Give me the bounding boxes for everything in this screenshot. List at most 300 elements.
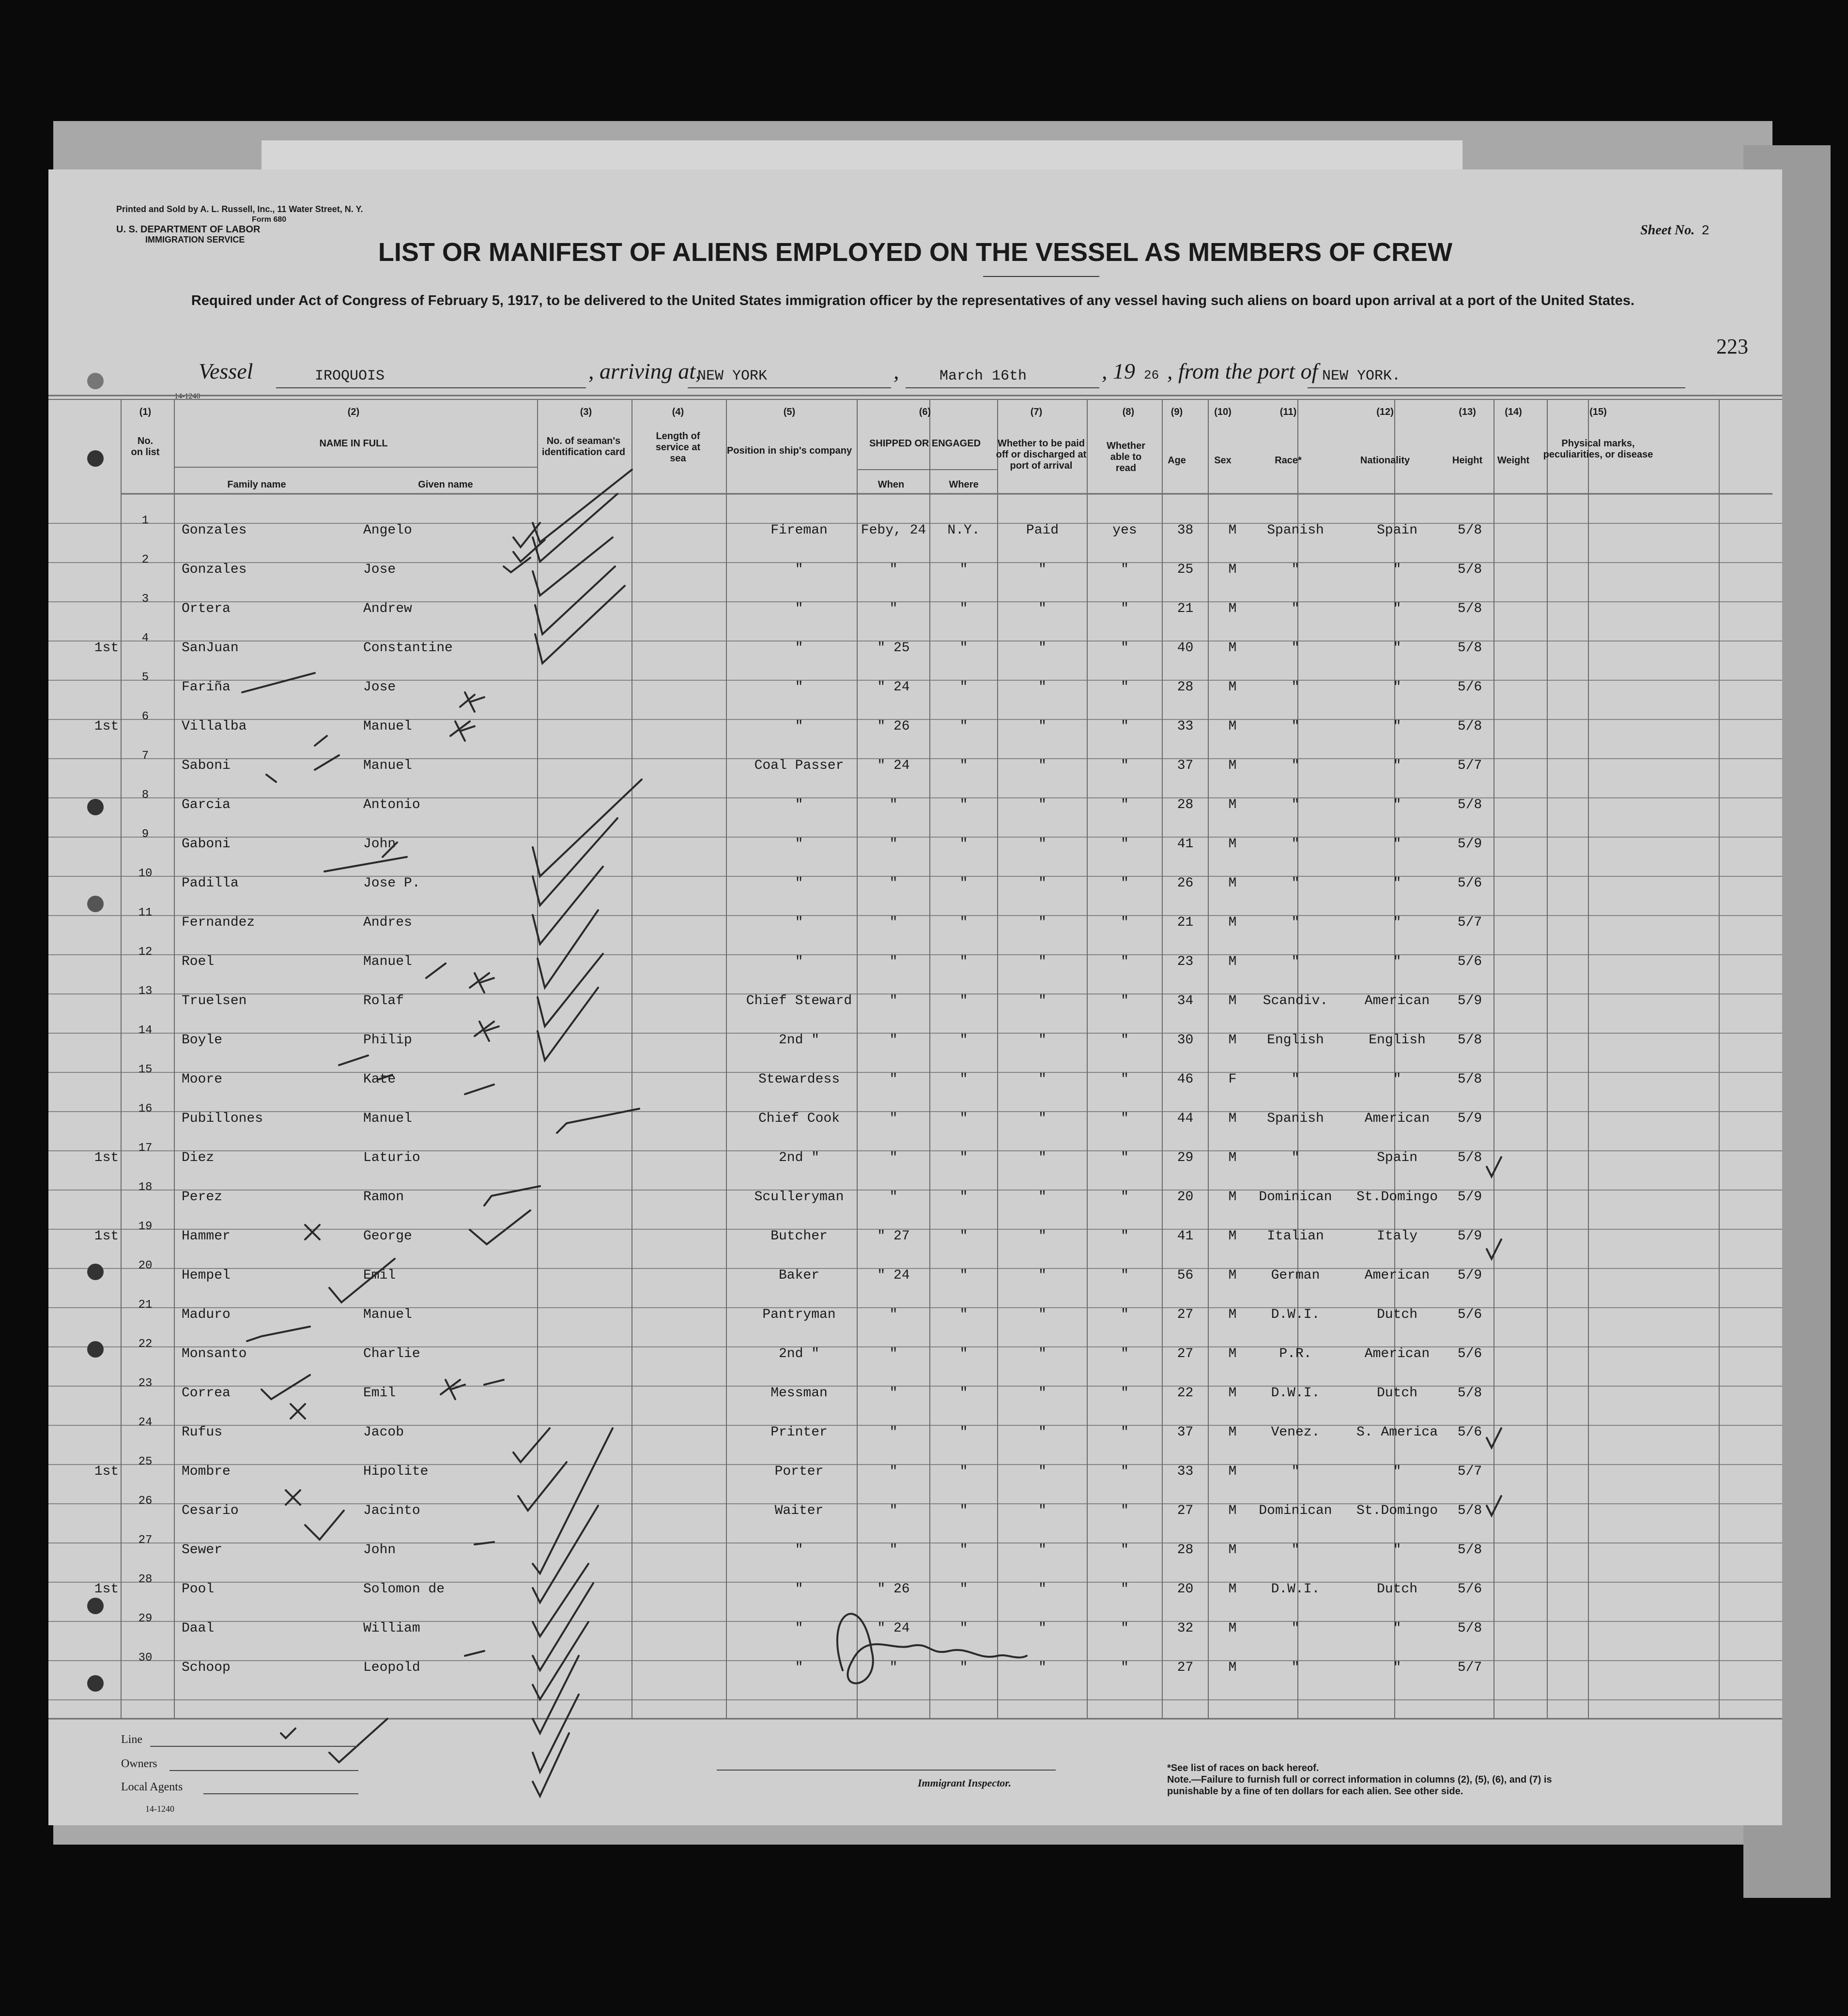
column-10-header: Sex <box>1214 455 1232 466</box>
cell-age: 33 <box>1177 719 1194 734</box>
cell-where: " <box>959 641 968 656</box>
cell-family: Villalba <box>182 719 247 734</box>
cell-no: 9 <box>141 828 149 841</box>
cell-where: " <box>959 1386 968 1401</box>
cell-sex: M <box>1228 680 1237 695</box>
cell-given: Manuel <box>363 719 412 734</box>
column-11-number: (11) <box>1279 407 1297 417</box>
cell-race: D.W.I. <box>1271 1386 1320 1401</box>
cell-age: 40 <box>1177 641 1194 656</box>
cell-family: Saboni <box>182 758 231 773</box>
cell-age: 41 <box>1177 837 1194 852</box>
cell-race: " <box>1291 797 1300 812</box>
cell-height: 5/9 <box>1457 1229 1482 1244</box>
cell-no: 16 <box>138 1102 153 1115</box>
cell-read: " <box>1121 1464 1129 1479</box>
page-subtitle: Required under Act of Congress of February 5, 1917, to be delivered to the United States immigration officer by the representatives of any vessel having such aliens on board upon arrival at a port of the United States. <box>191 293 1635 308</box>
column-9-number: (9) <box>1170 407 1183 417</box>
cell-position: " <box>795 601 803 616</box>
cell-height: 5/6 <box>1457 1425 1482 1440</box>
column-7-header: Whether to be paid off or discharged at port of arrival <box>996 438 1087 471</box>
cell-paid: " <box>1038 837 1047 852</box>
cell-given: Jose P. <box>363 876 420 891</box>
column-6a-header: When <box>878 479 905 490</box>
cell-age: 37 <box>1177 1425 1194 1440</box>
cell-given: Manuel <box>363 758 412 773</box>
cell-paid: " <box>1038 993 1047 1008</box>
cell-height: 5/7 <box>1457 1464 1482 1479</box>
cell-age: 41 <box>1177 1229 1194 1244</box>
cell-position: " <box>795 1543 803 1558</box>
cell-paid: " <box>1038 1268 1047 1283</box>
cell-paid: " <box>1038 1033 1047 1048</box>
cell-when: " <box>889 1503 898 1518</box>
cell-race: " <box>1291 837 1300 852</box>
cell-when: " <box>889 1386 898 1401</box>
cell-height: 5/8 <box>1457 523 1482 538</box>
cell-family: Schoop <box>182 1660 231 1675</box>
cell-when: " <box>889 954 898 969</box>
column-2b-header: Given name <box>418 479 473 490</box>
cell-given: William <box>363 1621 420 1636</box>
cell-no: 1 <box>141 514 149 527</box>
cell-no: 19 <box>138 1220 153 1233</box>
cell-where: " <box>959 1543 968 1558</box>
cell-nationality: Dutch <box>1376 1307 1417 1322</box>
cell-family: Diez <box>182 1150 215 1165</box>
cell-race: " <box>1291 1150 1300 1165</box>
cell-read: " <box>1121 1386 1129 1401</box>
cell-race: Dominican <box>1259 1190 1332 1205</box>
cell-when: " <box>889 876 898 891</box>
cell-paid: " <box>1038 1229 1047 1244</box>
cell-family: Pubillones <box>182 1111 263 1126</box>
cell-when: " <box>889 1033 898 1048</box>
cell-sex: M <box>1228 876 1237 891</box>
cell-where: " <box>959 1111 968 1126</box>
cell-height: 5/9 <box>1457 837 1482 852</box>
cell-sex: M <box>1228 1111 1237 1126</box>
cell-nationality: " <box>1393 837 1401 852</box>
cell-age: 46 <box>1177 1072 1194 1087</box>
cell-nationality: Italy <box>1376 1229 1417 1244</box>
column-2-number: (2) <box>347 407 360 417</box>
cell-where: " <box>959 993 968 1008</box>
cell-no: 11 <box>138 906 153 919</box>
cell-given: Constantine <box>363 641 453 656</box>
cell-paid: " <box>1038 1621 1047 1636</box>
cell-where: " <box>959 1660 968 1675</box>
cell-where: " <box>959 562 968 577</box>
cell-when: " <box>889 1150 898 1165</box>
cell-read: " <box>1121 1268 1129 1283</box>
cell-race: " <box>1291 1464 1300 1479</box>
cell-race: D.W.I. <box>1271 1307 1320 1322</box>
cell-race: " <box>1291 1072 1300 1087</box>
cell-family: Cesario <box>182 1503 239 1518</box>
cell-nationality: " <box>1393 641 1401 656</box>
local-agents-underline <box>203 1793 358 1794</box>
cell-race: D.W.I. <box>1271 1582 1320 1597</box>
binder-hole <box>87 799 104 815</box>
sheet-number-value: 2 <box>1701 224 1709 239</box>
cell-position: " <box>795 797 803 812</box>
cell-paid: " <box>1038 1307 1047 1322</box>
cell-read: " <box>1121 1111 1129 1126</box>
cell-sex: M <box>1228 1268 1237 1283</box>
cell-race: Spanish <box>1267 523 1324 538</box>
cell-height: 5/8 <box>1457 1543 1482 1558</box>
cell-read: " <box>1121 1033 1129 1048</box>
cell-sex: M <box>1228 562 1237 577</box>
cell-position: Pantryman <box>762 1307 836 1322</box>
cell-race: " <box>1291 1621 1300 1636</box>
printer-line: Printed and Sold by A. L. Russell, Inc., 11 Water Street, N. Y. <box>116 204 363 214</box>
cell-position: " <box>795 954 803 969</box>
cell-read: " <box>1121 758 1129 773</box>
cell-age: 25 <box>1177 562 1194 577</box>
cell-nationality: " <box>1393 719 1401 734</box>
cell-sex: M <box>1228 1660 1237 1675</box>
cell-sex: M <box>1228 1543 1237 1558</box>
cell-paid: " <box>1038 758 1047 773</box>
cell-age: 37 <box>1177 758 1194 773</box>
cell-family: Fariña <box>182 680 231 695</box>
cell-height: 5/8 <box>1457 797 1482 812</box>
cell-no: 27 <box>138 1534 153 1547</box>
column-5-header: Position in ship's company <box>726 445 852 456</box>
binder-hole <box>87 1598 104 1614</box>
cell-no: 8 <box>141 789 149 802</box>
cell-height: 5/6 <box>1457 1346 1482 1361</box>
cell-position: Baker <box>778 1268 819 1283</box>
cell-read: " <box>1121 641 1129 656</box>
cell-family: Correa <box>182 1386 231 1401</box>
cell-when: " 24 <box>877 1621 910 1636</box>
column-3-number: (3) <box>580 407 592 417</box>
cell-when: " 24 <box>877 680 910 695</box>
cell-nationality: " <box>1393 915 1401 930</box>
cell-height: 5/6 <box>1457 1582 1482 1597</box>
cell-when: " <box>889 562 898 577</box>
cell-nationality: " <box>1393 797 1401 812</box>
cell-where: " <box>959 1346 968 1361</box>
cell-sex: M <box>1228 1229 1237 1244</box>
cell-read: " <box>1121 1072 1129 1087</box>
cell-height: 5/6 <box>1457 680 1482 695</box>
cell-where: " <box>959 1190 968 1205</box>
cell-when: Feby, 24 <box>861 523 926 538</box>
cell-height: 5/8 <box>1457 562 1482 577</box>
form-code-top: 14-1240 <box>174 392 200 400</box>
cell-family: Hammer <box>182 1229 231 1244</box>
cell-age: 21 <box>1177 601 1194 616</box>
cell-paid: " <box>1038 876 1047 891</box>
cell-given: Manuel <box>363 1111 412 1126</box>
manifest-sheet <box>48 169 1782 1825</box>
cell-given: Hipolite <box>363 1464 429 1479</box>
cell-where: " <box>959 1033 968 1048</box>
cell-no: 17 <box>138 1142 153 1155</box>
cell-position: Fireman <box>770 523 828 538</box>
cell-read: " <box>1121 837 1129 852</box>
handwritten-checkmarks <box>48 169 1782 1825</box>
cell-read: " <box>1121 1503 1129 1518</box>
cell-race: " <box>1291 601 1300 616</box>
cell-age: 20 <box>1177 1190 1194 1205</box>
cell-when: " 27 <box>877 1229 910 1244</box>
cell-race: English <box>1267 1033 1324 1048</box>
cell-sex: M <box>1228 837 1237 852</box>
cell-height: 5/7 <box>1457 758 1482 773</box>
cell-read: " <box>1121 1582 1129 1597</box>
cell-sex: M <box>1228 758 1237 773</box>
cell-family: Boyle <box>182 1033 223 1048</box>
cell-read: " <box>1121 1150 1129 1165</box>
cell-paid: " <box>1038 1190 1047 1205</box>
cell-given: Andres <box>363 915 412 930</box>
cell-where: " <box>959 1582 968 1597</box>
cell-height: 5/8 <box>1457 1072 1482 1087</box>
cell-family: Ortera <box>182 601 231 616</box>
cell-family: Padilla <box>182 876 239 891</box>
cell-height: 5/6 <box>1457 954 1482 969</box>
cell-position: " <box>795 562 803 577</box>
cell-when: " <box>889 1190 898 1205</box>
cell-paid: " <box>1038 680 1047 695</box>
cell-when: " 26 <box>877 719 910 734</box>
cell-age: 28 <box>1177 680 1194 695</box>
column-2-header: NAME IN FULL <box>319 438 388 449</box>
cell-sex: M <box>1228 797 1237 812</box>
binder-hole <box>87 1675 104 1692</box>
cell-nationality: Spain <box>1376 523 1417 538</box>
cell-when: " <box>889 1111 898 1126</box>
cell-age: 27 <box>1177 1503 1194 1518</box>
year-label: , 19 <box>1102 359 1135 383</box>
cell-age: 30 <box>1177 1033 1194 1048</box>
cell-given: Jacinto <box>363 1503 420 1518</box>
cell-nationality: Spain <box>1376 1150 1417 1165</box>
cell-race: " <box>1291 758 1300 773</box>
cell-family: Maduro <box>182 1307 231 1322</box>
cell-race: " <box>1291 680 1300 695</box>
cell-family: Mombre <box>182 1464 231 1479</box>
vessel-label: Vessel <box>199 359 253 383</box>
cell-race: Scandiv. <box>1263 993 1328 1008</box>
cell-position: 2nd " <box>778 1150 819 1165</box>
cell-read: " <box>1121 1307 1129 1322</box>
cell-mark: 1st <box>94 1150 119 1165</box>
cell-where: " <box>959 1503 968 1518</box>
cell-read: " <box>1121 1543 1129 1558</box>
cell-height: 5/8 <box>1457 1503 1482 1518</box>
cell-family: Rufus <box>182 1425 223 1440</box>
cell-height: 5/7 <box>1457 915 1482 930</box>
column-3-header: No. of seaman's identification card <box>541 436 626 458</box>
cell-given: Jacob <box>363 1425 404 1440</box>
cell-family: Fernandez <box>182 915 255 930</box>
cell-nationality: " <box>1393 680 1401 695</box>
cell-when: " <box>889 1307 898 1322</box>
cell-where: " <box>959 1229 968 1244</box>
cell-paid: " <box>1038 1503 1047 1518</box>
cell-when: " <box>889 1072 898 1087</box>
cell-given: Leopold <box>363 1660 420 1675</box>
cell-sex: M <box>1228 1150 1237 1165</box>
cell-nationality: " <box>1393 876 1401 891</box>
cell-position: Stewardess <box>758 1072 840 1087</box>
cell-paid: " <box>1038 601 1047 616</box>
cell-race: " <box>1291 915 1300 930</box>
cell-race: " <box>1291 1660 1300 1675</box>
binder-hole <box>87 896 104 912</box>
cell-age: 23 <box>1177 954 1194 969</box>
cell-height: 5/6 <box>1457 876 1482 891</box>
cell-age: 27 <box>1177 1346 1194 1361</box>
cell-height: 5/8 <box>1457 1150 1482 1165</box>
cell-where: N.Y. <box>947 523 980 538</box>
cell-given: Philip <box>363 1033 412 1048</box>
arrival-year: 26 <box>1144 368 1159 382</box>
cell-where: " <box>959 680 968 695</box>
cell-age: 38 <box>1177 523 1194 538</box>
cell-nationality: Dutch <box>1376 1582 1417 1597</box>
inspector-signature-line <box>717 1770 1056 1771</box>
cell-position: 2nd " <box>778 1033 819 1048</box>
cell-position: Chief Steward <box>746 993 852 1008</box>
cell-read: " <box>1121 993 1129 1008</box>
cell-race: " <box>1291 719 1300 734</box>
cell-no: 29 <box>138 1612 153 1625</box>
cell-height: 5/9 <box>1457 993 1482 1008</box>
cell-sex: M <box>1228 1503 1237 1518</box>
cell-sex: M <box>1228 523 1237 538</box>
cell-read: " <box>1121 562 1129 577</box>
cell-where: " <box>959 1268 968 1283</box>
cell-position: Messman <box>770 1386 828 1401</box>
cell-sex: M <box>1228 1621 1237 1636</box>
cell-when: " 24 <box>877 758 910 773</box>
cell-given: Rolaf <box>363 993 404 1008</box>
cell-nationality: " <box>1393 954 1401 969</box>
cell-sex: M <box>1228 1386 1237 1401</box>
column-14-header: Weight <box>1497 455 1530 466</box>
line-underline <box>150 1746 358 1747</box>
page-title: LIST OR MANIFEST OF ALIENS EMPLOYED ON THE VESSEL AS MEMBERS OF CREW <box>378 238 1453 267</box>
column-5-number: (5) <box>783 407 796 417</box>
cell-mark: 1st <box>94 719 119 734</box>
cell-no: 12 <box>138 946 153 959</box>
cell-read: " <box>1121 1190 1129 1205</box>
column-12-number: (12) <box>1376 407 1394 417</box>
cell-height: 5/8 <box>1457 1033 1482 1048</box>
cell-nationality: " <box>1393 601 1401 616</box>
cell-read: " <box>1121 1621 1129 1636</box>
binder-hole <box>87 373 104 389</box>
cell-height: 5/7 <box>1457 1660 1482 1675</box>
cell-given: Jose <box>363 680 396 695</box>
column-6-header: SHIPPED OR ENGAGED <box>869 438 981 449</box>
cell-no: 5 <box>141 671 149 684</box>
local-agents-label: Local Agents <box>121 1781 183 1793</box>
cell-where: " <box>959 719 968 734</box>
cell-no: 20 <box>138 1259 153 1272</box>
cell-nationality: St.Domingo <box>1356 1190 1438 1205</box>
cell-where: " <box>959 758 968 773</box>
cell-when: " <box>889 993 898 1008</box>
cell-nationality: S. America <box>1356 1425 1438 1440</box>
cell-position: " <box>795 1660 803 1675</box>
service: IMMIGRATION SERVICE <box>145 235 245 244</box>
cell-no: 28 <box>138 1573 153 1586</box>
cell-family: Daal <box>182 1621 215 1636</box>
cell-no: 18 <box>138 1181 153 1194</box>
cell-where: " <box>959 1621 968 1636</box>
cell-read: " <box>1121 719 1129 734</box>
cell-position: " <box>795 1621 803 1636</box>
cell-given: John <box>363 837 396 852</box>
column-13-number: (13) <box>1459 407 1476 417</box>
form-number: Form 680 <box>252 215 287 224</box>
cell-paid: " <box>1038 1386 1047 1401</box>
cell-race: " <box>1291 876 1300 891</box>
cell-nationality: " <box>1393 1464 1401 1479</box>
cell-family: Sewer <box>182 1543 223 1558</box>
cell-age: 22 <box>1177 1386 1194 1401</box>
cell-race: P.R. <box>1279 1346 1312 1361</box>
column-8-header: Whether able to read <box>1107 441 1145 473</box>
cell-height: 5/8 <box>1457 719 1482 734</box>
penalty-note: Note.—Failure to furnish full or correct information in columns (2), (5), (6), and (7) is punishable by a fine of ten dollars for each alien. See other side. <box>1167 1774 1552 1797</box>
cell-no: 13 <box>138 985 153 998</box>
cell-height: 5/8 <box>1457 601 1482 616</box>
column-7-number: (7) <box>1030 407 1043 417</box>
cell-given: Ramon <box>363 1190 404 1205</box>
cell-read: " <box>1121 954 1129 969</box>
cell-sex: M <box>1228 1033 1237 1048</box>
cell-no: 14 <box>138 1024 153 1037</box>
vessel-name: IROQUOIS <box>315 368 385 384</box>
binder-hole <box>87 1264 104 1280</box>
cell-nationality: Dutch <box>1376 1386 1417 1401</box>
cell-where: " <box>959 1425 968 1440</box>
cell-nationality: American <box>1364 1346 1430 1361</box>
cell-no: 10 <box>138 867 153 880</box>
cell-paid: " <box>1038 954 1047 969</box>
column-1-number: (1) <box>139 407 152 417</box>
column-12-header: Nationality <box>1360 455 1410 466</box>
cell-paid: " <box>1038 562 1047 577</box>
cell-family: Roel <box>182 954 215 969</box>
cell-family: Monsanto <box>182 1346 247 1361</box>
cell-family: Gonzales <box>182 562 247 577</box>
cell-read: " <box>1121 876 1129 891</box>
cell-given: Jose <box>363 562 396 577</box>
cell-paid: Paid <box>1026 523 1059 538</box>
cell-paid: " <box>1038 1543 1047 1558</box>
cell-race: " <box>1291 954 1300 969</box>
cell-position: " <box>795 1582 803 1597</box>
cell-where: " <box>959 876 968 891</box>
cell-sex: M <box>1228 1190 1237 1205</box>
cell-given: Kate <box>363 1072 396 1087</box>
cell-read: " <box>1121 915 1129 930</box>
column-8-number: (8) <box>1122 407 1135 417</box>
cell-no: 23 <box>138 1377 153 1390</box>
cell-family: Hempel <box>182 1268 231 1283</box>
column-11-header: Race* <box>1275 455 1302 466</box>
